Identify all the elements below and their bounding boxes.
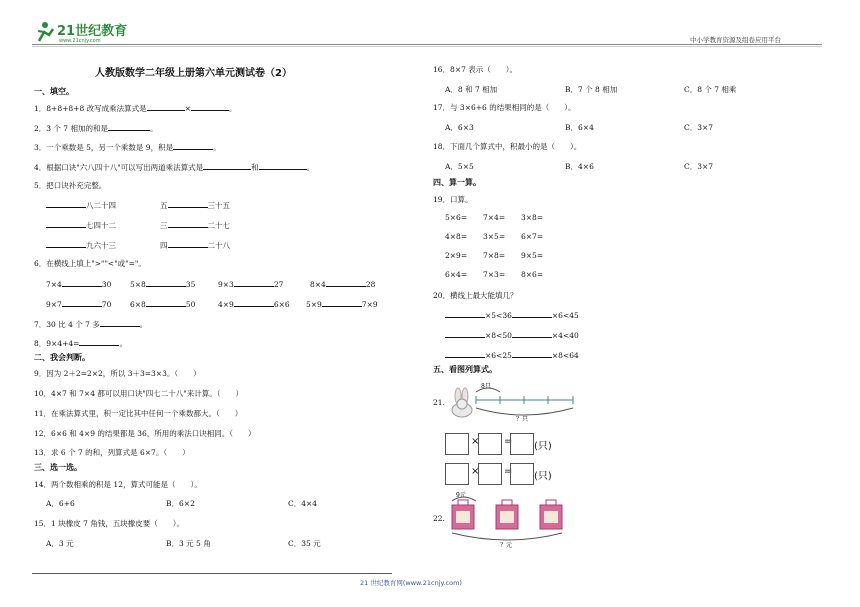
q15-option-a[interactable]: A．3 元 bbox=[46, 539, 74, 548]
q5-text-3: 三十五 bbox=[207, 201, 230, 210]
question-1 bbox=[34, 102, 236, 114]
q6-row2-d bbox=[306, 298, 378, 309]
q5-blank-4[interactable] bbox=[168, 219, 208, 228]
q19-item: 2×9= bbox=[445, 251, 468, 260]
q19-item: 7×4= bbox=[483, 213, 506, 222]
q7-text: 7．30 比 4 个 7 多 bbox=[34, 320, 100, 329]
q1-blank-1[interactable] bbox=[147, 102, 185, 111]
q19-item: 6×7= bbox=[521, 232, 544, 241]
q6-row2-b bbox=[130, 298, 195, 309]
question-6: 6．在横线上填上">""<"或"="。 bbox=[34, 259, 146, 268]
rabbit-icon bbox=[452, 388, 472, 417]
q20-row-1 bbox=[445, 309, 579, 320]
q16-option-b[interactable]: B．7 个 8 相加 bbox=[565, 85, 618, 94]
q17-option-b[interactable]: B．6×4 bbox=[565, 123, 594, 132]
q21-top-label: 8只 bbox=[481, 383, 491, 390]
q5-blank-3[interactable] bbox=[46, 219, 86, 228]
q6-expr: 70 bbox=[101, 300, 112, 309]
q19-item: 7×3= bbox=[483, 270, 506, 279]
q5-text-7: 九六十三 bbox=[86, 241, 116, 250]
q5-text-5: 三 bbox=[160, 221, 168, 230]
question-3 bbox=[34, 141, 221, 153]
q7-end: 。 bbox=[139, 320, 148, 329]
q3-end: 。 bbox=[213, 143, 221, 152]
q19-item: 6×4= bbox=[445, 270, 468, 279]
q21-box-3[interactable] bbox=[510, 433, 534, 455]
q5-item-5 bbox=[46, 239, 116, 251]
q5-item-1 bbox=[46, 199, 116, 211]
q22-top-label: 9元 bbox=[456, 492, 466, 499]
q6-row1-c bbox=[218, 278, 283, 289]
bag-icon bbox=[496, 500, 518, 529]
q18-option-c[interactable]: C．3×7 bbox=[684, 162, 714, 171]
question-16: 16．8×7 表示（ ）。 bbox=[433, 65, 518, 74]
q1-sign: × bbox=[184, 104, 191, 113]
q4-and: 和 bbox=[251, 163, 259, 172]
q19-item: 3×8= bbox=[521, 213, 544, 222]
q5-blank-5[interactable] bbox=[46, 239, 86, 248]
q2-blank[interactable] bbox=[108, 122, 150, 131]
question-12: 12．6×6 和 4×9 的结果都是 36，所用的乘法口诀相同。（ ） bbox=[34, 429, 256, 438]
q6-expr: 9×3 bbox=[218, 280, 234, 289]
header-divider-2 bbox=[32, 46, 822, 47]
equals-sign: = bbox=[504, 436, 513, 447]
q20-blank[interactable] bbox=[512, 329, 552, 338]
unit-label: (只) bbox=[534, 471, 552, 482]
q14-option-a[interactable]: A．6+6 bbox=[46, 499, 75, 508]
q16-option-a[interactable]: A．8 和 7 相加 bbox=[445, 85, 498, 94]
q5-text-4: 七四十二 bbox=[86, 221, 116, 230]
q6-expr: 50 bbox=[185, 300, 196, 309]
q6-row1-d bbox=[310, 278, 375, 289]
q5-blank-6[interactable] bbox=[168, 239, 208, 248]
q6-expr: 9×7 bbox=[46, 300, 62, 309]
q6-blank[interactable] bbox=[326, 278, 366, 287]
q5-text-6: 二十七 bbox=[207, 221, 230, 230]
q4-blank-1[interactable] bbox=[203, 161, 251, 170]
q6-expr: 5×9 bbox=[306, 300, 322, 309]
q21-box-4[interactable] bbox=[445, 463, 469, 485]
q6-expr: 7×9 bbox=[361, 300, 378, 309]
q8-blank[interactable] bbox=[79, 337, 119, 346]
q20-blank[interactable] bbox=[512, 309, 552, 318]
q17-option-c[interactable]: C．3×7 bbox=[684, 123, 714, 132]
q19-item: 9×5= bbox=[521, 251, 544, 260]
q20-row-3 bbox=[445, 349, 579, 360]
q21-box-5[interactable] bbox=[478, 463, 502, 485]
question-2 bbox=[34, 122, 157, 134]
question-19: 19．口算。 bbox=[433, 195, 473, 204]
q6-expr: 5×8 bbox=[130, 280, 146, 289]
q6-row2-c bbox=[218, 298, 290, 309]
q20-expr: ×8<64 bbox=[551, 351, 579, 360]
q5-blank-2[interactable] bbox=[168, 199, 208, 208]
q3-blank[interactable] bbox=[173, 141, 213, 150]
section-4-heading: 四、算一算。 bbox=[433, 178, 481, 187]
question-11: 11．在乘法算式里，积一定比其中任何一个乘数都大。（ ） bbox=[34, 409, 243, 418]
bag-icon bbox=[452, 500, 474, 529]
question-20: 20．横线上最大能填几？ bbox=[433, 291, 518, 300]
q22-bottom-label: ？元 bbox=[500, 542, 513, 549]
logo-text: 21世纪教育 bbox=[57, 24, 128, 39]
q20-expr: ×6<25 bbox=[485, 351, 512, 360]
q17-option-a[interactable]: A．6×3 bbox=[445, 123, 474, 132]
question-5: 5．把口诀补充完整。 bbox=[34, 181, 107, 190]
q6-blank[interactable] bbox=[234, 298, 274, 307]
q20-blank[interactable] bbox=[512, 349, 552, 358]
header-divider bbox=[32, 44, 822, 45]
q20-expr: ×6<45 bbox=[551, 311, 579, 320]
runner-logo-icon bbox=[35, 21, 150, 43]
section-3-heading: 三、选一选。 bbox=[34, 463, 82, 472]
q1-end: 。 bbox=[228, 104, 237, 113]
rabbit-number-line-figure bbox=[448, 378, 578, 422]
q20-expr: ×4<40 bbox=[551, 331, 579, 340]
q6-blank[interactable] bbox=[146, 298, 186, 307]
q19-item: 5×6= bbox=[445, 213, 468, 222]
q2-end: 。 bbox=[149, 124, 158, 133]
question-10: 10．4×7 和 7×4 都可以用口诀"四七二十八"来计算。（ ） bbox=[34, 389, 243, 398]
q20-blank[interactable] bbox=[445, 329, 485, 338]
q6-expr: 27 bbox=[273, 280, 284, 289]
q6-expr: 6×6 bbox=[273, 300, 290, 309]
q1-blank-2[interactable] bbox=[191, 102, 229, 111]
q6-expr: 4×9 bbox=[218, 300, 234, 309]
q20-expr: ×8<50 bbox=[485, 331, 512, 340]
q8-end: 。 bbox=[119, 339, 127, 348]
q5-text-1: 八二十四 bbox=[86, 201, 116, 210]
question-21: 21. bbox=[433, 398, 445, 407]
q18-option-b[interactable]: B．4×6 bbox=[565, 162, 594, 171]
q6-expr: 35 bbox=[185, 280, 196, 289]
q20-expr: ×5<36 bbox=[485, 311, 512, 320]
q21-bottom-label: ？只 bbox=[516, 416, 529, 422]
q8-text: 8．9×4+4= bbox=[34, 339, 80, 348]
q20-row-2 bbox=[445, 329, 579, 340]
q21-box-6[interactable] bbox=[510, 463, 534, 485]
q19-item: 7×8= bbox=[483, 251, 506, 260]
q6-expr: 30 bbox=[101, 280, 112, 289]
q6-expr: 28 bbox=[365, 280, 376, 289]
question-4 bbox=[34, 161, 314, 173]
q4-end: 。 bbox=[306, 163, 315, 172]
header-tagline: 中小学教育资源及组卷应用平台 bbox=[690, 36, 781, 44]
q1-text: 1．8+8+8+8 改写成乘法算式是 bbox=[34, 104, 147, 113]
bags-price-figure bbox=[448, 489, 568, 549]
q6-row2-a bbox=[46, 298, 111, 309]
q21-box-1[interactable] bbox=[445, 433, 469, 455]
q5-text-9: 二十八 bbox=[207, 241, 230, 250]
q6-blank[interactable] bbox=[62, 298, 102, 307]
q6-row1-a bbox=[46, 278, 111, 289]
q20-blank[interactable] bbox=[445, 309, 485, 318]
q6-expr: 8×4 bbox=[310, 280, 326, 289]
q6-blank[interactable] bbox=[146, 278, 186, 287]
q6-expr: 6×8 bbox=[130, 300, 146, 309]
section-1-heading: 一、填空。 bbox=[34, 87, 74, 96]
section-5-heading: 五、看图列算式。 bbox=[433, 365, 497, 374]
q21-box-2[interactable] bbox=[478, 433, 502, 455]
q4-text: 4．根据口诀"六八四十八"可以写出两道乘法算式是 bbox=[34, 163, 204, 172]
question-14: 14．两个数相乘的积是 12，算式可能是（ ）。 bbox=[34, 480, 202, 489]
q5-item-3 bbox=[46, 219, 116, 231]
section-2-heading: 二、我会判断。 bbox=[34, 353, 90, 362]
equals-sign: = bbox=[504, 466, 513, 477]
q6-blank[interactable] bbox=[62, 278, 102, 287]
times-sign: × bbox=[471, 436, 480, 447]
q5-text-8: 四 bbox=[160, 241, 168, 250]
q2-text: 2．3 个 7 相加的和是 bbox=[34, 124, 108, 133]
q19-item: 8×6= bbox=[521, 270, 544, 279]
times-sign: × bbox=[471, 466, 480, 477]
q7-blank[interactable] bbox=[100, 318, 140, 327]
q5-text-2: 五 bbox=[160, 201, 168, 210]
question-17: 17．与 3×6+6 的结果相同的是（ ）。 bbox=[433, 103, 576, 112]
unit-label: (只) bbox=[534, 441, 552, 452]
q19-item: 4×8= bbox=[445, 232, 468, 241]
footer-divider bbox=[32, 573, 392, 574]
question-7 bbox=[34, 318, 147, 330]
q6-blank[interactable] bbox=[322, 298, 362, 307]
q5-item-6 bbox=[160, 239, 230, 251]
q19-item: 3×5= bbox=[483, 232, 506, 241]
q6-expr: 7×4 bbox=[46, 280, 62, 289]
logo bbox=[35, 21, 150, 43]
question-18: 18．下面几个算式中，积最小的是（ ）。 bbox=[433, 142, 582, 151]
page-title: 人教版数学二年级上册第六单元测试卷（2） bbox=[95, 68, 292, 79]
q18-option-a[interactable]: A．5×5 bbox=[445, 162, 474, 171]
q15-option-b[interactable]: B．3 元 5 角 bbox=[166, 539, 211, 548]
q5-item-4 bbox=[160, 219, 230, 231]
q14-option-b[interactable]: B．6×2 bbox=[166, 499, 195, 508]
logo-sub: www.21cnjy.com bbox=[59, 38, 101, 43]
question-9: 9．因为 2＋2=2×2，所以 3＋3=3×3。（ ） bbox=[34, 369, 201, 378]
q5-item-2 bbox=[160, 199, 230, 211]
q3-text: 3．一个乘数是 5，另一个乘数是 9，积是 bbox=[34, 143, 174, 152]
question-22: 22. bbox=[433, 514, 445, 523]
question-13: 13．求 6 个 7 的和，列算式是 6×7。（ ） bbox=[34, 448, 190, 457]
q4-blank-2[interactable] bbox=[259, 161, 307, 170]
q5-blank-1[interactable] bbox=[46, 199, 86, 208]
q20-blank[interactable] bbox=[445, 349, 485, 358]
q15-option-c[interactable]: C．35 元 bbox=[288, 539, 321, 548]
question-15: 15．1 块橡皮 7 角钱，五块橡皮要（ ）。 bbox=[34, 519, 184, 528]
footer-text[interactable]: 21 世纪教育网(www.21cnjy.com) bbox=[360, 579, 462, 587]
q6-blank[interactable] bbox=[234, 278, 274, 287]
bag-icon bbox=[540, 500, 562, 529]
q16-option-c[interactable]: C．8 个 7 相乘 bbox=[684, 85, 737, 94]
q14-option-c[interactable]: C．4×4 bbox=[288, 499, 318, 508]
question-8 bbox=[34, 337, 127, 349]
q6-row1-b bbox=[130, 278, 195, 289]
